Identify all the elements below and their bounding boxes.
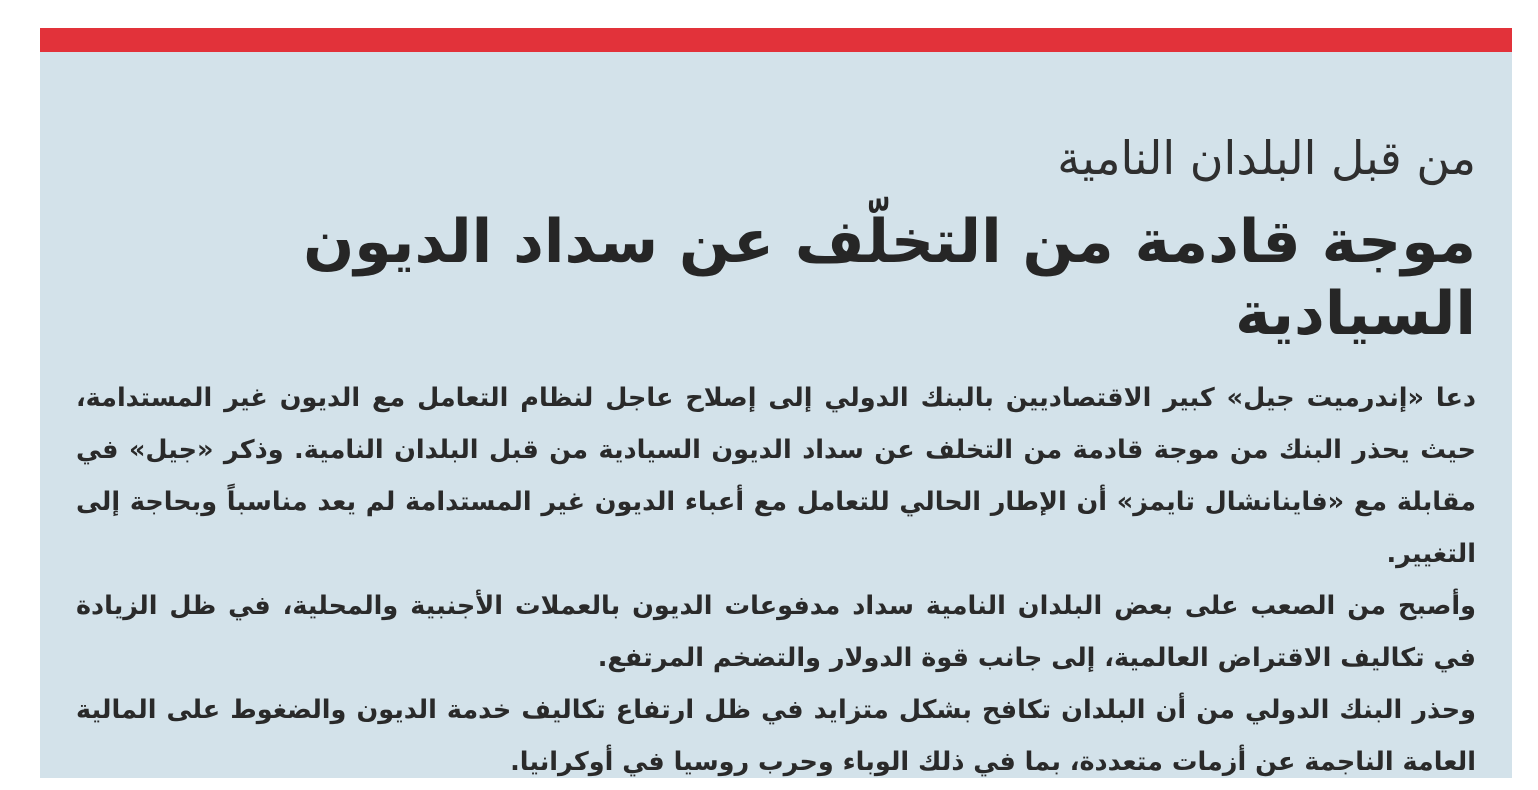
article-body (76, 372, 1476, 788)
article-headline: موجة قادمة من التخلّف عن سداد الديون السيادية (303, 207, 1476, 349)
article-paragraph-1: دعا «إندرميت جيل» كبير الاقتصاديين بالبنك الدولي إلى إصلاح عاجل لنظام التعامل مع الديون غير المستدامة، حيث يحذر البنك من موجة قادمة من التخلف عن سداد الديون السيادية من قبل البلدان النامية. وذكر «جيل» في مقابلة مع «فاينانشال تايمز» أن الإطار الحالي للتعامل مع أعباء الديون غير المستدامة لم يعد مناسباً وبحاجة إلى التغيير. (76, 383, 1476, 569)
article-content (76, 126, 1476, 788)
article-card (40, 28, 1512, 778)
article-paragraph-2: وأصبح من الصعب على بعض البلدان النامية سداد مدفوعات الديون بالعملات الأجنبية والمحلية، في ظل الزيادة في تكاليف الاقتراض العالمية، إلى جانب قوة الدولار والتضخم المرتفع. (76, 591, 1476, 673)
article-kicker: من قبل البلدان النامية (1057, 131, 1476, 185)
article-paragraph-3: وحذر البنك الدولي من أن البلدان تكافح بشكل متزايد في ظل ارتفاع تكاليف خدمة الديون والضغوط على المالية العامة الناجمة عن أزمات متعددة، بما في ذلك الوباء وحرب روسيا في أوكرانيا. (76, 695, 1476, 777)
accent-bar (40, 28, 1512, 52)
